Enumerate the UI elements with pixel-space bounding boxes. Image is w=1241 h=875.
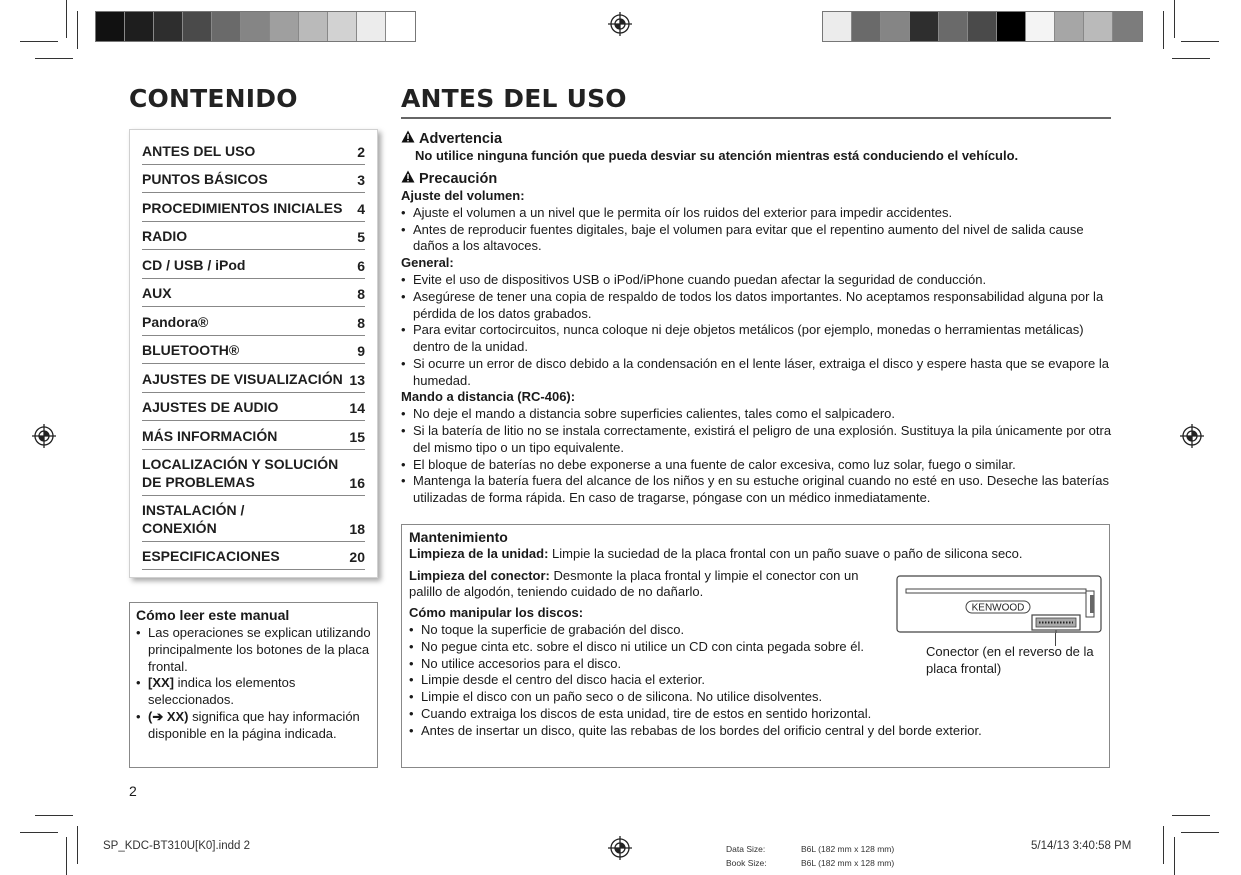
registration-mark-icon xyxy=(608,836,632,860)
list-item: • Asegúrese de tener una copia de respaldo de todos los datos importantes. No aceptamos responsabilidad alguna por la pérdida de los datos grabados. xyxy=(401,289,1113,323)
crop-mark xyxy=(1163,11,1164,49)
toc-item[interactable] xyxy=(142,307,365,336)
crop-mark xyxy=(35,58,73,59)
toc-title: CONTENIDO xyxy=(129,84,298,113)
list-item: • Para evitar cortocircuitos, nunca coloque ni deje objetos metálicos (por ejemplo, monedas o herramientas metálicas) dentro de la unidad. xyxy=(401,322,1113,356)
color-swatch xyxy=(1113,12,1142,41)
data-size-value: B6L (182 mm x 128 mm) xyxy=(801,844,895,854)
registration-mark-icon xyxy=(608,12,632,36)
caution-heading xyxy=(401,170,1113,188)
color-swatch xyxy=(939,12,968,41)
toc-item[interactable] xyxy=(142,222,365,251)
toc-box xyxy=(129,129,378,578)
toc-item-label: RADIO xyxy=(142,228,188,244)
registration-mark-icon xyxy=(32,424,56,448)
unit-cleaning xyxy=(409,546,1102,563)
crop-mark xyxy=(1172,58,1210,59)
crop-mark xyxy=(77,11,78,49)
crop-mark xyxy=(1174,0,1175,38)
toc-item-page: 13 xyxy=(349,371,365,388)
toc-item-label: CD / USB / iPod xyxy=(142,256,246,273)
caution-title: Precaución xyxy=(419,170,498,187)
crop-mark xyxy=(77,826,78,864)
color-swatch xyxy=(154,12,183,41)
connector-cleaning xyxy=(409,568,879,602)
volume-title: Ajuste del volumen: xyxy=(401,188,525,204)
color-swatch xyxy=(299,12,328,41)
color-swatch xyxy=(968,12,997,41)
list-item xyxy=(136,675,371,709)
crop-mark xyxy=(66,837,67,875)
list-item: • El bloque de baterías no debe exponerse a una fuente de calor excesiva, como luz solar, fuego o similar. xyxy=(401,457,1113,474)
volume-list xyxy=(401,205,1113,255)
toc-item[interactable] xyxy=(142,542,365,571)
toc-item-label: AJUSTES DE AUDIO xyxy=(142,399,279,415)
discs-list xyxy=(409,622,1102,740)
unit-cleaning-label: Limpieza de la unidad: xyxy=(409,545,549,561)
crop-mark xyxy=(66,0,67,38)
list-item: • Las operaciones se explican utilizando principalmente los botones de la placa frontal. xyxy=(136,625,371,675)
discs-title: Cómo manipular los discos: xyxy=(409,605,584,621)
toc-item-label: PUNTOS BÁSICOS xyxy=(142,171,268,187)
main-content xyxy=(401,130,1113,507)
connector-cleaning-label: Limpieza del conector: xyxy=(409,567,550,583)
list-item: • Limpie desde el centro del disco hacia el exterior. xyxy=(409,672,1102,689)
toc-item-label-line: INSTALACIÓN / xyxy=(142,501,245,518)
list-item: • Antes de insertar un disco, quite las rebabas de los bordes del orificio central y del borde exterior. xyxy=(409,723,1102,740)
toc-item[interactable] xyxy=(142,250,365,279)
color-swatch xyxy=(270,12,299,41)
connector-cleaning-text: Desmonte la placa frontal y limpie el conector con un palillo de algodón, teniendo cuidado de no dañarlo. xyxy=(409,567,859,600)
remote-title: Mando a distancia (RC-406): xyxy=(401,389,576,405)
color-swatch xyxy=(910,12,939,41)
toc-item-label: Pandora® xyxy=(142,313,209,330)
toc-item[interactable] xyxy=(142,165,365,194)
color-swatch xyxy=(241,12,270,41)
crop-mark xyxy=(1181,41,1219,42)
color-swatch xyxy=(1026,12,1055,41)
toc-item-label: MÁS INFORMACIÓN xyxy=(142,427,278,444)
list-item: • Si la batería de litio no se instala correctamente, existirá el peligro de una explosión. Sustituya la pila únicamente por otra del mismo tipo o un tipo equivalente. xyxy=(401,423,1113,457)
toc-item-label: ESPECIFICACIONES xyxy=(142,548,280,564)
how-to-read-box xyxy=(129,602,378,768)
toc-item-label: PROCEDIMIENTOS INICIALES xyxy=(142,199,343,216)
toc-item-page: 20 xyxy=(349,549,365,565)
toc-item-page: 6 xyxy=(357,257,365,274)
file-name: SP_KDC-BT310U[K0].indd 2 xyxy=(103,840,251,852)
toc-item-label-line: DE PROBLEMAS xyxy=(142,473,255,490)
toc-item-label xyxy=(142,501,244,537)
data-size-label: Data Size: xyxy=(726,844,766,854)
list-item: • No utilice accesorios para el disco. xyxy=(409,656,879,673)
color-swatch xyxy=(96,12,125,41)
toc-item[interactable] xyxy=(142,364,365,393)
book-size-value: B6L (182 mm x 128 mm) xyxy=(801,858,895,868)
page-number: 2 xyxy=(129,783,137,799)
list-item: • Ajuste el volumen a un nivel que le permita oír los ruidos del exterior para impedir accidentes. xyxy=(401,205,1113,222)
toc-item-page: 2 xyxy=(357,143,365,160)
toc-item-page: 5 xyxy=(357,229,365,245)
toc-item[interactable] xyxy=(142,279,365,308)
toc-item[interactable] xyxy=(142,421,365,450)
crop-mark xyxy=(20,41,58,42)
toc-item-page: 15 xyxy=(349,428,365,445)
brand-label: KENWOOD xyxy=(971,602,1025,614)
toc-item[interactable] xyxy=(142,496,365,542)
list-item: • No toque la superficie de grabación del disco. xyxy=(409,622,879,639)
faceplate-illustration xyxy=(896,575,1102,633)
color-swatch xyxy=(823,12,852,41)
toc-item[interactable] xyxy=(142,136,365,165)
toc-item-label-line: CONEXIÓN xyxy=(142,519,217,536)
list-item: • No pegue cinta etc. sobre el disco ni utilice un CD con cinta pegada sobre él. xyxy=(409,639,879,656)
crop-mark xyxy=(20,832,58,833)
list-text: indica los elementos seleccionados. xyxy=(148,675,296,708)
connector-caption: Conector (en el reverso de la placa frontal) xyxy=(926,644,1094,676)
toc-item-page: 14 xyxy=(349,400,365,416)
code-text: [XX] xyxy=(148,675,174,691)
color-swatch xyxy=(852,12,881,41)
color-swatch xyxy=(357,12,386,41)
how-to-read-title: Cómo leer este manual xyxy=(136,607,290,623)
list-item xyxy=(136,709,371,743)
unit-cleaning-text: Limpie la suciedad de la placa frontal con un paño suave o paño de silicona seco. xyxy=(548,545,1023,561)
warning-text: No utilice ninguna función que pueda desviar su atención mientras está conduciendo el vehículo. xyxy=(415,147,1019,163)
warning-heading xyxy=(401,130,1113,148)
toc-item[interactable] xyxy=(142,336,365,365)
list-text: significa que hay información disponible en la página indicada. xyxy=(148,708,360,741)
color-swatch xyxy=(212,12,241,41)
toc-item-page: 9 xyxy=(357,343,365,359)
warning-title: Advertencia xyxy=(419,130,503,147)
general-list xyxy=(401,272,1113,390)
maintenance-title: Mantenimiento xyxy=(409,529,508,545)
toc-item-page: 4 xyxy=(357,200,365,217)
toc-item[interactable] xyxy=(142,193,365,222)
registration-mark-icon xyxy=(1180,424,1204,448)
crop-mark xyxy=(1163,826,1164,864)
toc-item-page: 18 xyxy=(349,520,365,537)
warning-icon xyxy=(401,170,415,188)
code-text: (➔ XX) xyxy=(148,708,189,724)
remote-list xyxy=(401,406,1113,507)
warning-icon xyxy=(401,130,415,148)
color-swatch xyxy=(997,12,1026,41)
toc-item-page: 3 xyxy=(357,172,365,188)
color-bar-left xyxy=(95,11,416,42)
crop-mark xyxy=(35,815,73,816)
list-item: • Mantenga la batería fuera del alcance de los niños y en su estuche original cuando no esté en uso. Deseche las baterías utilizadas de forma rápida. En caso de tragarse, póngase con un médico inmediatamente. xyxy=(401,473,1113,507)
toc-item-label xyxy=(142,455,338,491)
color-swatch xyxy=(328,12,357,41)
list-item: • Antes de reproducir fuentes digitales, baje el volumen para evitar que el repentino aumento del nivel de salida cause daños a los altavoces. xyxy=(401,222,1113,256)
color-bar-right xyxy=(822,11,1143,42)
crop-mark xyxy=(1174,837,1175,875)
page-title: ANTES DEL USO xyxy=(401,84,627,113)
color-swatch xyxy=(125,12,154,41)
list-item: • No deje el mando a distancia sobre superficies calientes, tales como el salpicadero. xyxy=(401,406,1113,423)
toc-item-label-line: LOCALIZACIÓN Y SOLUCIÓN xyxy=(142,455,339,472)
toc-item-label: BLUETOOTH® xyxy=(142,342,240,358)
list-item: • Limpie el disco con un paño seco o de silicona. No utilice disolventes. xyxy=(409,689,1102,706)
timestamp: 5/14/13 3:40:58 PM xyxy=(1031,840,1132,852)
toc-item-label: AJUSTES DE VISUALIZACIÓN xyxy=(142,370,343,387)
color-swatch xyxy=(183,12,212,41)
list-item: • Evite el uso de dispositivos USB o iPod/iPhone cuando puedan afectar la seguridad de conducción. xyxy=(401,272,1113,289)
general-title: General: xyxy=(401,255,454,271)
toc-item[interactable] xyxy=(142,393,365,422)
crop-mark xyxy=(1172,815,1210,816)
toc-item-page: 8 xyxy=(357,286,365,302)
color-swatch xyxy=(386,12,415,41)
toc-item-page: 16 xyxy=(349,474,365,491)
color-swatch xyxy=(1084,12,1113,41)
color-swatch xyxy=(881,12,910,41)
book-size-label: Book Size: xyxy=(726,858,767,868)
title-rule xyxy=(401,117,1111,119)
toc-item-label: ANTES DEL USO xyxy=(142,142,256,159)
toc-item-page: 8 xyxy=(357,314,365,331)
crop-mark xyxy=(1181,832,1219,833)
toc-item-label: AUX xyxy=(142,285,172,301)
color-swatch xyxy=(1055,12,1084,41)
list-item: • Si ocurre un error de disco debido a la condensación en el lente láser, extraiga el disco y espere hasta que se evapore la humedad. xyxy=(401,356,1113,390)
list-item: • Cuando extraiga los discos de esta unidad, tire de estos en sentido horizontal. xyxy=(409,706,1102,723)
toc-item[interactable] xyxy=(142,450,365,496)
